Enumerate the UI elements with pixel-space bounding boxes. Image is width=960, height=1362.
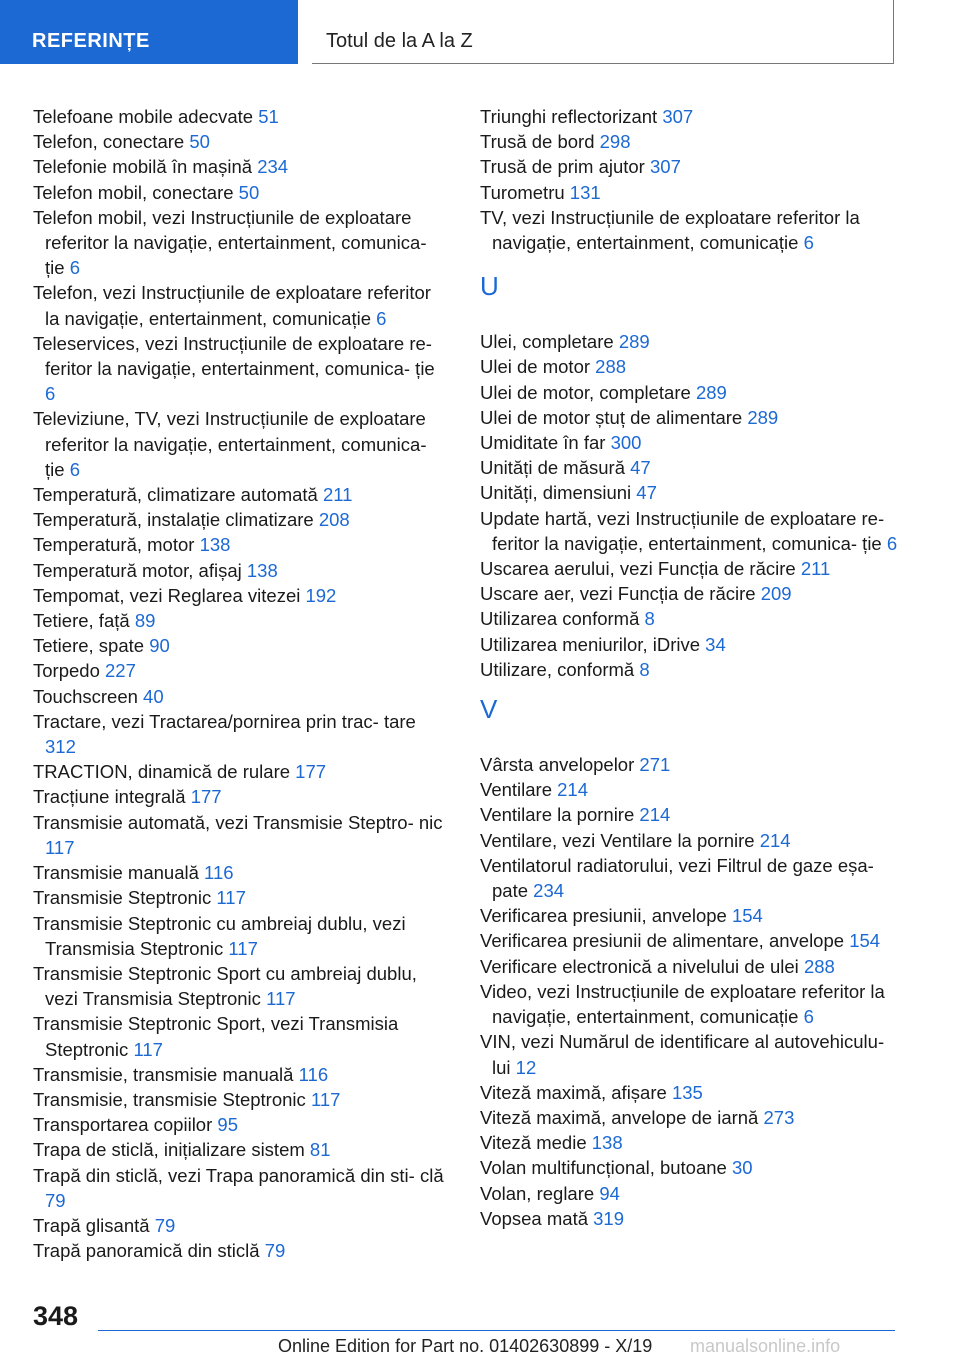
index-page-link[interactable]: 30	[731, 1157, 753, 1179]
index-page-link[interactable]: 50	[238, 181, 260, 203]
index-page-link[interactable]: 312	[45, 736, 76, 758]
index-entry-text: Ulei de motor, completare	[480, 381, 691, 403]
index-entry	[480, 506, 900, 556]
index-entry	[33, 507, 448, 532]
index-entry	[33, 911, 448, 961]
index-entry	[480, 405, 900, 430]
index-entry-text: Temperatură, motor	[33, 534, 195, 556]
index-entry	[33, 1011, 448, 1061]
index-entry-text: Trapa de sticlă, inițializare sistem	[33, 1139, 305, 1161]
index-entry	[480, 1206, 900, 1231]
index-page-link[interactable]: 116	[298, 1063, 329, 1085]
index-entry	[480, 1029, 900, 1079]
index-entry	[480, 853, 900, 903]
index-page-link[interactable]: 211	[322, 484, 353, 506]
index-page-link[interactable]: 234	[257, 156, 289, 178]
index-entry-text: Video, vezi Instrucțiunile de exploatare referitor la navigație, entertainment, comunicație	[480, 980, 885, 1028]
index-entry	[480, 455, 900, 480]
index-entry-text: Transmisie Steptronic cu ambreiaj dublu, vezi Transmisia Steptronic	[33, 912, 406, 959]
index-entry	[33, 406, 448, 482]
index-entry	[33, 633, 448, 658]
index-entry	[33, 658, 448, 683]
index-entry-text: Unități de măsură	[480, 457, 625, 479]
index-entry-text: Ulei, completare	[480, 331, 614, 353]
index-entry-text: Tractare, vezi Tractarea/pornirea prin trac‐ tare	[33, 710, 416, 732]
index-entry	[33, 205, 448, 281]
index-page-link[interactable]: 117	[228, 937, 258, 959]
index-page-link[interactable]: 79	[264, 1240, 286, 1262]
index-entry-text: Ventilare la pornire	[480, 804, 635, 826]
footer-watermark: manualsonline.info	[690, 1336, 841, 1356]
index-entry-text: Trusă de bord	[480, 131, 595, 153]
index-entry	[33, 885, 448, 910]
index-entry	[33, 104, 448, 129]
index-entry-text: Televiziune, TV, vezi Instrucțiunile de exploatare referitor la navigație, entertainment, comunica‐ ție	[33, 408, 427, 480]
index-entry-text: Uscarea aerului, vezi Funcția de răcire	[480, 558, 796, 580]
index-entry	[480, 632, 900, 657]
index-entry-text: Tempomat, vezi Reglarea vitezei	[33, 584, 301, 606]
index-entry-text: Transmisie, transmisie manuală	[33, 1063, 294, 1085]
index-group-u	[480, 329, 900, 682]
index-entry-text: Telefonie mobilă în mașină	[33, 156, 253, 178]
index-entry-text: Ventilare, vezi Ventilare la pornire	[480, 829, 755, 851]
index-entry	[33, 1087, 448, 1112]
index-entry	[480, 380, 900, 405]
index-entry-text: Transportarea copiilor	[33, 1114, 213, 1136]
index-page-link[interactable]: 289	[747, 406, 779, 428]
index-entry-text: Torpedo	[33, 660, 100, 682]
index-page-link[interactable]: 208	[318, 509, 350, 531]
index-page-link[interactable]: 138	[591, 1132, 623, 1154]
index-entry-text: Unități, dimensiuni	[480, 482, 632, 504]
index-letter-u: U	[480, 271, 499, 302]
index-page-link[interactable]: 307	[650, 156, 681, 178]
index-entry	[33, 684, 448, 709]
index-column-right	[480, 104, 900, 1231]
index-entry	[33, 1062, 448, 1087]
index-entry	[480, 777, 900, 802]
header-chapter-title: Totul de la A la Z	[326, 30, 473, 52]
index-entry	[33, 583, 448, 608]
index-entry-text: Transmisie, transmisie Steptronic	[33, 1088, 306, 1110]
header-section-title: REFERINȚE	[32, 30, 150, 52]
index-page-link[interactable]: 271	[639, 754, 671, 776]
index-page-link[interactable]: 138	[199, 534, 231, 556]
index-entry	[33, 280, 448, 330]
index-page-link[interactable]: 227	[105, 660, 136, 682]
index-page-link[interactable]: 117	[45, 836, 75, 858]
index-page-link[interactable]: 289	[695, 381, 727, 403]
index-entry	[480, 903, 900, 928]
index-entry	[480, 480, 900, 505]
index-page-link[interactable]: 51	[258, 106, 279, 127]
index-entry	[480, 556, 900, 581]
page-number: 348	[33, 1301, 79, 1331]
index-page-link[interactable]: 34	[705, 633, 726, 655]
index-page-link[interactable]: 209	[760, 583, 792, 605]
index-entry-text: Telefon mobil, vezi Instrucțiunile de exploatare referitor la navigație, entertainment, comunica‐ ție	[33, 206, 427, 279]
index-page-link[interactable]: 117	[266, 988, 296, 1010]
index-entry-text: Temperatură, climatizare automată	[33, 484, 318, 506]
index-entry-text: Ulei de motor ștuț de alimentare	[480, 406, 743, 428]
index-entry-text: Telefoane mobile adecvate	[33, 106, 254, 127]
index-entry-text: Ventilare	[480, 779, 552, 801]
index-page-link[interactable]: 300	[610, 432, 642, 454]
index-group-t-continued	[480, 104, 900, 255]
index-entry-text: Trapă glisantă	[33, 1214, 150, 1236]
index-entry	[33, 331, 448, 407]
header-section-tab	[0, 0, 298, 64]
index-page-link[interactable]: 79	[45, 1189, 66, 1211]
index-entry-text: Ventilatorul radiatorului, vezi Filtrul de gaze eșa‐ pate	[480, 854, 874, 902]
index-page-link[interactable]: 6	[45, 383, 56, 405]
index-entry	[480, 1080, 900, 1105]
index-page-link[interactable]: 47	[630, 457, 651, 479]
index-page-link[interactable]: 214	[557, 779, 589, 801]
index-entry-text: Tetiere, față	[33, 610, 130, 632]
index-page-link[interactable]: 95	[217, 1114, 238, 1136]
index-page-link[interactable]: 319	[593, 1207, 625, 1229]
index-entry-text: Verificarea presiunii de alimentare, anvelope	[480, 930, 845, 952]
index-entry	[480, 430, 900, 455]
index-entry	[33, 759, 448, 784]
index-entry	[480, 154, 900, 179]
index-page-link[interactable]: 117	[310, 1088, 341, 1110]
index-page-link[interactable]: 47	[636, 482, 657, 504]
index-entry	[33, 1137, 448, 1162]
index-entry	[33, 482, 448, 507]
index-entry-text: Transmisie automată, vezi Transmisie Steptro‐ nic	[33, 811, 443, 833]
index-entry	[33, 532, 448, 557]
index-entry-text: Viteză maximă, anvelope de iarnă	[480, 1106, 759, 1128]
index-page-link[interactable]: 177	[190, 786, 222, 808]
index-page-link[interactable]: 135	[671, 1081, 703, 1103]
index-entry	[480, 802, 900, 827]
index-page-link[interactable]: 288	[803, 955, 835, 977]
index-entry	[480, 752, 900, 777]
index-entry-text: Triunghi reflectorizant	[480, 106, 658, 127]
index-entry	[480, 180, 900, 205]
index-page-link[interactable]: 6	[886, 532, 898, 554]
index-entry	[480, 657, 900, 682]
index-page-link[interactable]: 8	[644, 608, 655, 630]
index-entry-text: Volan multifuncțional, butoane	[480, 1157, 727, 1179]
index-entry	[33, 1238, 448, 1263]
index-entry-text: Utilizare, conformă	[480, 658, 635, 680]
index-entry	[33, 154, 448, 179]
index-entry	[480, 954, 900, 979]
header-chapter-box	[312, 0, 894, 64]
index-entry-text: Turometru	[480, 181, 565, 203]
index-entry-text: Volan, reglare	[480, 1182, 595, 1204]
index-entry	[480, 329, 900, 354]
index-entry-text: Transmisie manuală	[33, 862, 199, 884]
index-entry	[33, 784, 448, 809]
index-entry	[480, 606, 900, 631]
index-page-link[interactable]: 40	[143, 685, 164, 707]
index-entry	[480, 1181, 900, 1206]
index-entry-text: VIN, vezi Numărul de identificare al autovehiculu‐ lui	[480, 1031, 885, 1078]
index-page-link[interactable]: 6	[69, 257, 80, 279]
index-entry-text: Trapă din sticlă, vezi Trapa panoramică din sti‐ clă	[33, 1164, 444, 1186]
index-entry	[480, 828, 900, 853]
index-page-link[interactable]: 298	[599, 131, 631, 153]
index-entry	[33, 129, 448, 154]
index-entry-text: Verificarea presiunii, anvelope	[480, 905, 727, 927]
index-entry-text: Ulei de motor	[480, 356, 591, 378]
index-page-link[interactable]: 154	[849, 930, 881, 952]
index-entry	[33, 558, 448, 583]
index-column-left	[33, 104, 448, 1263]
index-page-link[interactable]: 214	[759, 829, 791, 851]
index-entry-text: Viteză maximă, afișare	[480, 1081, 667, 1103]
index-entry-text: Tetiere, spate	[33, 635, 145, 657]
index-entry-text: Utilizarea meniurilor, iDrive	[480, 633, 701, 655]
index-page-link[interactable]: 81	[309, 1139, 331, 1161]
index-page-link[interactable]: 117	[133, 1038, 163, 1060]
index-entry	[33, 1163, 448, 1213]
index-entry	[33, 1213, 448, 1238]
index-page-link[interactable]: 307	[662, 106, 694, 127]
index-entry	[33, 1112, 448, 1137]
index-entry	[33, 709, 448, 759]
index-entry-text: Utilizarea conformă	[480, 608, 640, 630]
index-page-link[interactable]: 79	[154, 1214, 176, 1236]
index-entry-text: Tracțiune integrală	[33, 786, 186, 808]
index-page-link[interactable]: 289	[618, 331, 650, 353]
index-entry	[480, 1130, 900, 1155]
index-page-link[interactable]: 50	[189, 131, 210, 153]
index-entry-text: Teleservices, vezi Instrucțiunile de exploatare re‐ feritor la navigație, entertainment, comunica‐ ție	[33, 332, 435, 380]
index-entry	[33, 961, 448, 1011]
footer-edition: Online Edition for Part no. 01402630899 - X/19	[278, 1336, 653, 1356]
index-entry-text: Viteză medie	[480, 1132, 587, 1154]
index-page-link[interactable]: 94	[599, 1182, 620, 1204]
index-page-link[interactable]: 6	[376, 307, 387, 329]
index-entry-text: Transmisie Steptronic	[33, 887, 212, 909]
index-entry-text: Umiditate în far	[480, 432, 606, 454]
index-entry	[480, 104, 900, 129]
index-page-link[interactable]: 6	[69, 458, 80, 480]
index-page-link[interactable]: 117	[216, 887, 246, 909]
index-page-link[interactable]: 138	[246, 559, 278, 581]
index-entry-text: TV, vezi Instrucțiunile de exploatare referitor la navigație, entertainment, comunicație	[480, 206, 860, 254]
index-entry-text: Vopsea mată	[480, 1207, 588, 1229]
index-entry	[480, 1155, 900, 1180]
index-entry-text: TRACTION, dinamică de rulare	[33, 761, 291, 783]
index-entry	[480, 354, 900, 379]
index-entry	[33, 608, 448, 633]
index-letter-v: V	[480, 694, 498, 725]
index-entry	[480, 129, 900, 154]
index-entry-text: Telefon mobil, conectare	[33, 181, 234, 203]
index-page-link[interactable]: 6	[803, 232, 814, 254]
index-page-link[interactable]: 89	[134, 610, 156, 632]
index-entry-text: Update hartă, vezi Instrucțiunile de exploatare re‐ feritor la navigație, entertainment, comunica‐ ție	[480, 507, 885, 554]
footer-divider	[98, 1330, 895, 1331]
index-entry	[480, 979, 900, 1029]
index-entry-text: Vârsta anvelopelor	[480, 754, 635, 776]
index-entry	[33, 810, 448, 860]
index-entry	[480, 928, 900, 953]
index-page-link[interactable]: 288	[595, 356, 627, 378]
index-page-link[interactable]: 273	[763, 1106, 795, 1128]
index-page-link[interactable]: 8	[639, 658, 650, 680]
index-entry-text: Trapă panoramică din sticlă	[33, 1240, 260, 1262]
index-entry-text: Telefon, vezi Instrucțiunile de exploatare referitor la navigație, entertainment, comunicație	[33, 282, 431, 329]
index-entry-text: Temperatură motor, afișaj	[33, 559, 242, 581]
index-entry-text: Telefon, conectare	[33, 131, 185, 153]
index-entry-text: Touchscreen	[33, 685, 138, 707]
index-entry	[480, 1105, 900, 1130]
index-page-link[interactable]: 214	[639, 804, 671, 826]
index-entry	[33, 860, 448, 885]
index-entry-text: Trusă de prim ajutor	[480, 156, 645, 178]
index-page-link[interactable]: 12	[515, 1056, 537, 1078]
index-entry-text: Verificare electronică a nivelului de ulei	[480, 955, 799, 977]
index-entry-text: Transmisie Steptronic Sport, vezi Transmisia Steptronic	[33, 1013, 399, 1060]
index-page-link[interactable]: 90	[149, 635, 170, 657]
index-entry	[480, 581, 900, 606]
index-page-link[interactable]: 131	[569, 181, 601, 203]
index-entry-text: Transmisie Steptronic Sport cu ambreiaj dublu, vezi Transmisia Steptronic	[33, 962, 417, 1010]
index-group-v	[480, 752, 900, 1231]
index-page-link[interactable]: 211	[800, 558, 831, 580]
index-page-link[interactable]: 234	[533, 880, 565, 902]
index-entry	[480, 205, 900, 255]
index-page-link[interactable]: 154	[731, 905, 763, 927]
index-page-link[interactable]: 116	[204, 862, 234, 884]
index-entry	[33, 180, 448, 205]
index-page-link[interactable]: 177	[295, 761, 327, 783]
index-page-link[interactable]: 192	[305, 584, 337, 606]
index-page-link[interactable]: 6	[803, 1006, 814, 1028]
index-entry-text: Uscare aer, vezi Funcția de răcire	[480, 583, 756, 605]
index-entry-text: Temperatură, instalație climatizare	[33, 509, 314, 531]
